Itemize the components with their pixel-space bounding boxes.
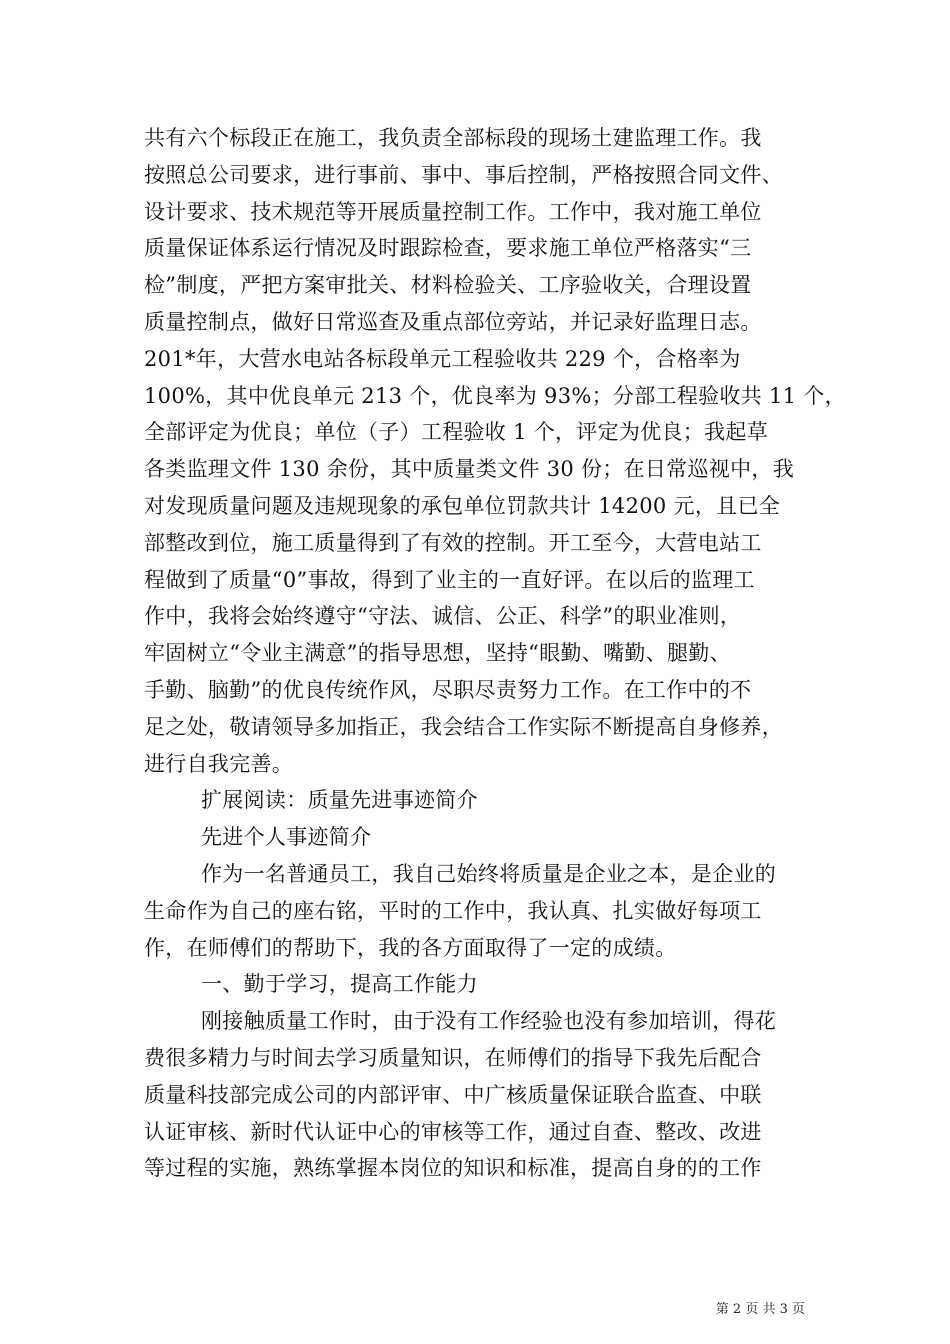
text-line: 对发现质量问题及违规现象的承包单位罚款共计 14200 元，且已全 bbox=[144, 493, 781, 518]
paragraph bbox=[144, 856, 816, 966]
text-line: 质量控制点，做好日常巡查及重点部位旁站，并记录好监理日志。 bbox=[144, 309, 762, 334]
text-line: 生命作为自己的座右铭，平时的工作中，我认真、扎实做好每项工 bbox=[144, 898, 762, 923]
text-line: 全部评定为优良；单位（子）工程验收 1 个，评定为优良；我起草 bbox=[144, 420, 769, 445]
text-line: 质量保证体系运行情况及时跟踪检查，要求施工单位严格落实“三 bbox=[144, 236, 752, 261]
text-line: 手勤、脑勤”的优良传统作风，尽职尽责努力工作。在工作中的不 bbox=[144, 677, 752, 702]
text-line: 刚接触质量工作时，由于没有工作经验也没有参加培训，得花 bbox=[201, 1009, 777, 1034]
text-line: 先进个人事迹简介 bbox=[201, 825, 372, 850]
text-line: 共有六个标段正在施工，我负责全部标段的现场土建监理工作。我 bbox=[144, 126, 762, 150]
text-line: 费很多精力与时间去学习质量知识，在师傅们的指导下我先后配合 bbox=[144, 1045, 762, 1070]
text-line: 作为一名普通员工，我自己始终将质量是企业之本，是企业的 bbox=[201, 861, 777, 886]
paragraph bbox=[144, 782, 816, 819]
text-line: 各类监理文件 130 余份，其中质量类文件 30 份；在日常巡视中，我 bbox=[144, 457, 795, 482]
text-line: 质量科技部完成公司的内部评审、中广核质量保证联合监查、中联 bbox=[144, 1082, 762, 1107]
text-line: 认证审核、新时代认证中心的审核等工作，通过自查、整改、改进 bbox=[144, 1119, 762, 1144]
document-body bbox=[144, 120, 846, 1187]
text-line: 作中，我将会始终遵守“守法、诚信、公正、科学”的职业准则， bbox=[144, 604, 742, 629]
text-line: 等过程的实施，熟练掌握本岗位的知识和标准，提高自身的的工作 bbox=[144, 1156, 762, 1181]
paragraph bbox=[144, 120, 846, 782]
text-line: 作，在师傅们的帮助下，我的各方面取得了一定的成绩。 bbox=[144, 935, 677, 960]
text-line: 扩展阅读：质量先进事迹简介 bbox=[201, 788, 478, 813]
text-line: 检”制度，严把方案审批关、材料检验关、工序验收关，合理设置 bbox=[144, 273, 752, 298]
paragraph bbox=[144, 1003, 816, 1187]
paragraph bbox=[144, 966, 816, 1003]
paragraph bbox=[144, 819, 816, 856]
text-line: 设计要求、技术规范等开展质量控制工作。工作中，我对施工单位 bbox=[144, 199, 762, 224]
text-line: 进行自我完善。 bbox=[144, 751, 294, 776]
page-number: 第 2 页 共 3 页 bbox=[715, 1302, 805, 1317]
text-line: 一、勤于学习，提高工作能力 bbox=[201, 972, 478, 997]
text-line: 201*年，大营水电站各标段单元工程验收共 229 个，合格率为 bbox=[144, 346, 741, 371]
text-line: 程做到了质量“0”事故，得到了业主的一直好评。在以后的监理工 bbox=[144, 567, 755, 592]
text-line: 足之处，敬请领导多加指正，我会结合工作实际不断提高自身修养， bbox=[144, 714, 783, 739]
text-line: 部整改到位，施工质量得到了有效的控制。开工至今，大营电站工 bbox=[144, 530, 762, 555]
text-line: 牢固树立“令业主满意”的指导思想，坚持“眼勤、嘴勤、腿勤、 bbox=[144, 641, 731, 666]
text-line: 按照总公司要求，进行事前、事中、事后控制，严格按照合同文件、 bbox=[144, 162, 783, 187]
text-line: 100%，其中优良单元 213 个，优良率为 93%；分部工程验收共 11 个， bbox=[144, 383, 846, 408]
